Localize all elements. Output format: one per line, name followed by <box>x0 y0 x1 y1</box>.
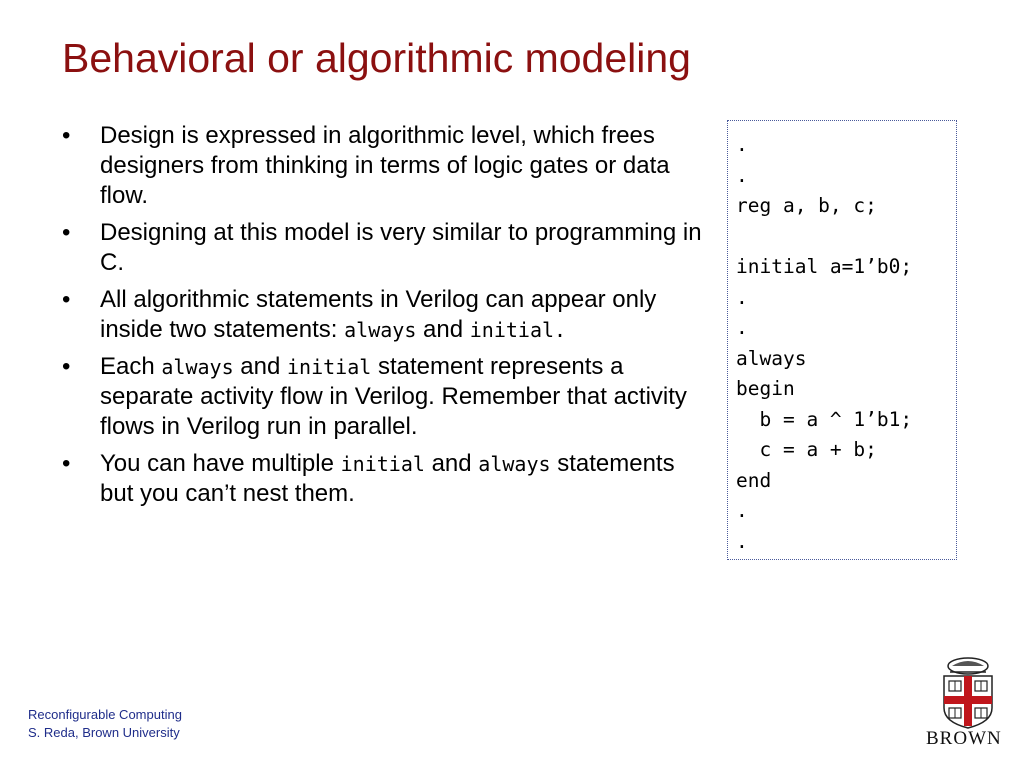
bullet-text: and <box>424 450 479 477</box>
bullet-dot: • <box>62 450 71 477</box>
code-line: . <box>736 529 748 553</box>
code-line: b = a ^ 1’b1; <box>736 407 913 431</box>
footer-line-author: S. Reda, Brown University <box>28 725 180 740</box>
code-box <box>727 120 957 560</box>
bullet-item <box>62 218 702 278</box>
code-listing <box>736 130 948 557</box>
bullet-text: statement represents a separate activity flow in Verilog. Remember that activity flows in Verilog run in parallel. <box>100 353 687 440</box>
code-line: begin <box>736 377 795 400</box>
code-line <box>736 222 948 253</box>
footer <box>28 706 182 742</box>
code-line: . <box>736 163 748 187</box>
brown-wordmark: BROWN <box>926 728 1002 749</box>
bullet-text: All algorithmic statements in Verilog can appear only inside two statements: <box>100 286 657 343</box>
inline-code: always <box>161 355 234 379</box>
inline-code: initial <box>287 355 372 379</box>
bullet-dot: • <box>62 122 71 149</box>
footer-line-course: Reconfigurable Computing <box>28 707 182 722</box>
inline-code: initial. <box>469 318 567 342</box>
code-line: . <box>736 133 748 156</box>
bullet-text: Designing at this model is very similar to programming in C. <box>100 219 702 276</box>
bullet-list <box>62 121 702 516</box>
bullet-text: You can have multiple <box>100 450 341 477</box>
slide-title: Behavioral or algorithmic modeling <box>62 35 691 81</box>
bullet-text: statements but you can’t nest them. <box>100 450 675 507</box>
inline-code: always <box>478 452 551 476</box>
code-line: . <box>736 499 748 522</box>
inline-code: initial <box>340 452 425 476</box>
bullet-item <box>62 449 702 509</box>
code-line: c = a + b; <box>736 438 877 461</box>
code-line: . <box>736 285 748 309</box>
bullet-item <box>62 285 702 345</box>
bullet-text: and <box>416 316 470 343</box>
bullet-dot: • <box>62 286 71 313</box>
code-line: . <box>736 316 748 339</box>
code-line: end <box>736 468 772 492</box>
code-line: initial a=1’b0; <box>736 255 913 278</box>
inline-code: always <box>344 318 417 342</box>
bullet-dot: • <box>62 219 71 246</box>
bullet-dot: • <box>62 353 71 380</box>
code-line: always <box>736 346 807 370</box>
code-line: reg a, b, c; <box>736 194 877 217</box>
bullet-text: and <box>233 353 288 380</box>
bullet-text: Each <box>100 353 162 380</box>
bullet-text: Design is expressed in algorithmic level, which frees designers from thinking in terms of logic gates or data flow. <box>100 122 670 209</box>
bullet-item <box>62 352 702 442</box>
bullet-item <box>62 121 702 211</box>
